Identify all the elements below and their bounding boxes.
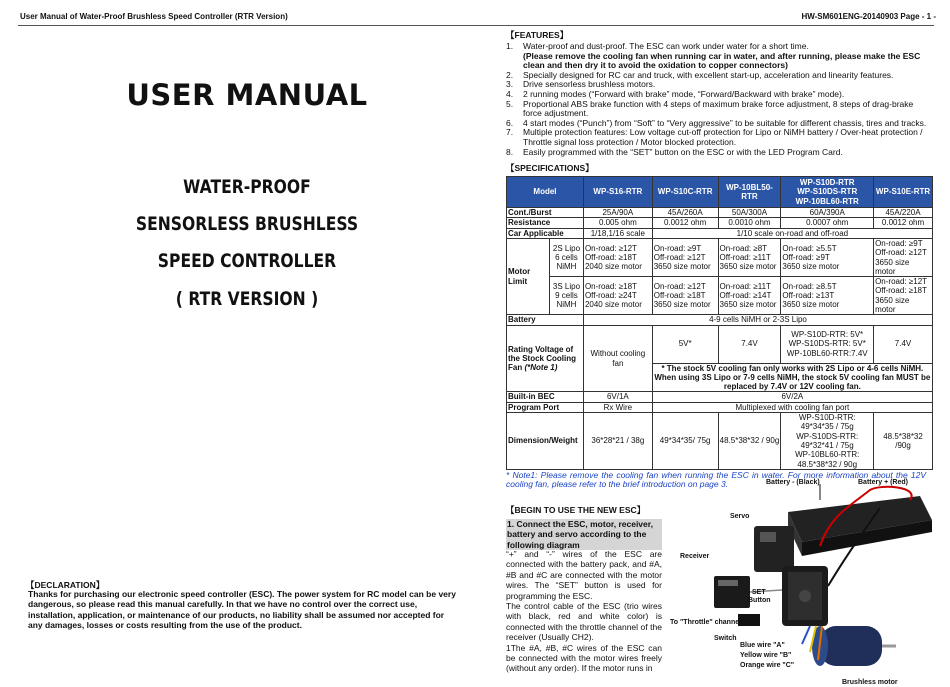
declaration-body: Thanks for purchasing our electronic speed controller (ESC). The power system for RC model can be very dangerous, so please read this manual carefully. In that we have no control over the correct use, installation, application, or maintenance of our products, no liability shall be assumed nor accepted for any damages, losses or costs resulting from the use of the product. (28, 589, 456, 631)
features-list (506, 42, 934, 157)
cover-line-1: WATER-PROOF (183, 176, 311, 198)
feature-item: 8. Easily programmed with the “SET” button on the ESC or with the LED Program Card. (506, 146, 843, 157)
feature-item: 4. 2 running modes (“Forward with brake” mode, “Forward/Backward with brake” mode). (506, 88, 845, 99)
feature-item: 7. Multiple protection features: Low voltage cut-off protection for Lipo or NiMH battery / Over-heat protection / Throttle signal loss protection / Motor blocked protection. (506, 127, 923, 147)
label-set-button-2: Button (748, 597, 771, 604)
table-row: Battery 4-9 cells NiMH or 2-3S Lipo (507, 315, 933, 325)
esc-image (782, 566, 828, 626)
battery-pack-image (788, 484, 932, 556)
wiring-diagram (670, 476, 938, 686)
col-header: WP-S16-RTR (583, 177, 652, 208)
col-header: WP-S10C-RTR (652, 177, 718, 208)
label-orange-wire: Orange wire "C" (740, 662, 795, 669)
feature-item: 3. Drive sensorless brushless motors. (506, 79, 656, 90)
table-row: Car Applicable 1/18,1/16 scale 1/10 scale on-road and off-road (507, 228, 933, 238)
table-row: 3S Lipo 9 cells NiMH On-road: ≥18T Off-road: ≥24T 2040 size motor On-road: ≥12T Off-road: ≥18T 3650 size motor On-road: ≥11T Off-road: ≥14T 3650 size motor On-road: ≥8.5T Off-road: ≥13T 3650 size motor On-road: ≥12T Off-road: ≥18T 3650 size motor (507, 277, 933, 315)
step-1-body: “+” and “-” wires of the ESC are connected with the battery pack, and #A, #B and #C are connected with the motor wires. The “SET” button is used for programming the ESC. The control cable of the ESC (trio wires with black, red and white color) is connected with the throttle channel of the receiver (Usually CH2). 1The #A, #B, #C wires of the ESC can be connected with the motor wires freely (without any order). If the motor runs in (506, 549, 662, 674)
header-right: HW-SM601ENG-20140903 Page - 1 - (801, 12, 936, 21)
features-title: 【FEATURES】 (506, 30, 569, 40)
table-row: Built-in BEC 6V/1A 6V/2A (507, 392, 933, 402)
switch-image (738, 614, 760, 626)
feature-item: 2. Specially designed for RC car and truck, with excellent start-up, acceleration and linearity features. (506, 69, 894, 80)
manual-title: USER MANUAL (126, 78, 368, 112)
cover-line-2: SENSORLESS BRUSHLESS (135, 213, 359, 235)
col-header: WP-10BL50-RTR (718, 177, 781, 208)
blue-wire (802, 626, 810, 644)
motor-image (812, 626, 896, 666)
col-header: WP-S10E-RTR (874, 177, 933, 208)
label-switch: Switch (714, 635, 737, 642)
feature-item: 6. 4 start modes (“Punch”) from “Soft” to “Very aggressive” to be suitable for different chassis, tires and tracks. (506, 117, 927, 128)
table-row: Rating Voltage of the Stock Cooling Fan (*Note 1) Without cooling fan 5V* 7.4V WP-S10D-RTR: 5V* WP-S10DS-RTR: 5V* WP-10BL60-RTR:7.4V 7.4V (507, 325, 933, 363)
label-brushless-motor: Brushless motor (842, 679, 898, 686)
specifications-title: 【SPECIFICATIONS】 (506, 163, 594, 174)
table-header-row (507, 177, 933, 208)
label-servo: Servo (730, 513, 750, 520)
cover-line-3: SPEED CONTROLLER (157, 250, 337, 272)
label-yellow-wire: Yellow wire "B" (740, 652, 792, 659)
feature-item: 1. Water-proof and dust-proof. The ESC can work under water for a short time. (Please remove the cooling fan when running car in water, and after running, please make the ESC clean and then dry it to avoid the oxidation to copper connectors) (506, 41, 921, 71)
table-row: Dimension/Weight 36*28*21 / 38g 49*34*35/ 75g 48.5*38*32 / 90g WP-S10D-RTR: 49*34*35 / 75g WP-S10DS-RTR: 49*32*41 / 75g WP-10BL60-RTR: 48.5*38*32 / 90g 48.5*38*32 /90g (507, 413, 933, 470)
col-header: WP-S10D-RTR WP-S10DS-RTR WP-10BL60-RTR (781, 177, 874, 208)
note-1: * Note1: Please remove the cooling fan when running the ESC in water. For more information about the 12V cooling fan, please refer to the brief introduction on page 3. (506, 469, 926, 490)
receiver-image (714, 576, 750, 608)
specifications-table (506, 176, 933, 470)
label-battery-negative: Battery - (Black) (766, 479, 820, 486)
servo-image (754, 526, 794, 572)
table-row: Motor Limit 2S Lipo 6 cells NiMH On-road: ≥12T Off-road: ≥18T 2040 size motor On-road: ≥9T Off-road: ≥12T 3650 size motor On-road: ≥8T Off-road: ≥11T 3650 size motor On-road: ≥5.5T Off-road: ≥9T 3650 size motor On-road: ≥9T Off-road: ≥12T 3650 size motor (507, 238, 933, 276)
table-row: * The stock 5V cooling fan only works with 2S Lipo or 4-6 cells NiMH. When using 3S Lipo or 7-9 cells NiMH, the stock 5V cooling fan MUST be replaced by 7.4V or 12V cooling fan. (507, 363, 933, 392)
label-throttle: To "Throttle" channel (670, 619, 742, 626)
table-row: Cont./Burst 25A/90A 45A/260A 50A/300A 60A/390A 45A/220A (507, 208, 933, 218)
label-blue-wire: Blue wire "A" (740, 642, 785, 649)
header-left: User Manual of Water-Proof Brushless Speed Controller (RTR Version) (20, 12, 288, 21)
feature-item: 5. Proportional ABS brake function with 4 steps of maximum brake force adjustment, 8 steps of drag-brake force adjustment. (506, 98, 914, 119)
step-1-heading: 1. Connect the ESC, motor, receiver, battery and servo according to the following diagram (506, 519, 662, 550)
cover-line-4: ( RTR VERSION ) (175, 288, 319, 310)
declaration-title: 【DECLARATION】 (26, 580, 105, 590)
label-battery-positive: Battery + (Red) (858, 479, 908, 486)
table-row: Resistance 0.005 ohm 0.0012 ohm 0.0010 ohm 0.0007 ohm 0.0012 ohm (507, 218, 933, 228)
begin-title: 【BEGIN TO USE THE NEW ESC】 (506, 505, 646, 515)
table-row: Program Port Rx Wire Multiplexed with cooling fan port (507, 402, 933, 412)
label-set-button: SET (752, 589, 766, 596)
col-header-model: Model (507, 177, 584, 208)
label-receiver: Receiver (680, 553, 710, 560)
content-column (506, 26, 934, 490)
